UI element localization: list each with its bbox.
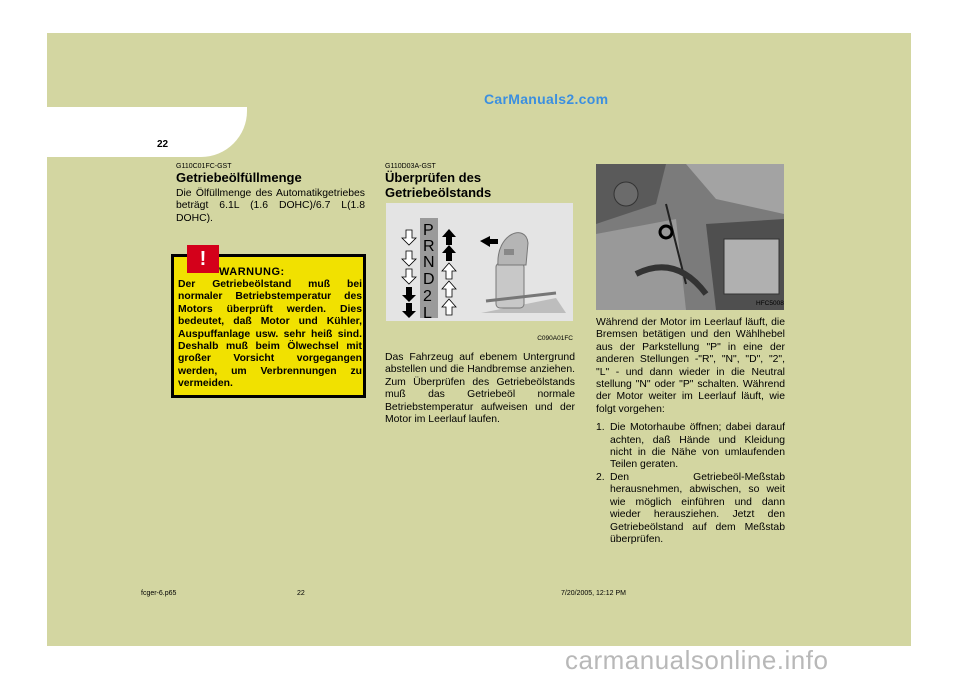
step-number: 1. bbox=[596, 422, 605, 434]
section-check-level bbox=[385, 163, 575, 200]
section-title: Getriebeölfüllmenge bbox=[176, 170, 302, 185]
section-code: G110D03A-GST bbox=[385, 163, 436, 170]
watermark-bottom[interactable]: carmanualsonline.info bbox=[565, 645, 829, 675]
engine-dipstick-photo-icon bbox=[596, 164, 784, 310]
figure-label: HFC5008 bbox=[756, 300, 784, 307]
figure-label: C090A01FC bbox=[537, 335, 573, 342]
gear-letter-p: P bbox=[423, 222, 434, 239]
chapter-tab bbox=[47, 107, 247, 157]
step-text: Den Getriebeöl-Meßstab herausnehmen, abwischen, so weit wie möglich einführen und dann wieder herausziehen. Jetzt den Getriebeölstand auf dem Meßstab überprüfen. bbox=[610, 471, 785, 545]
section-code: G110C01FC-GST bbox=[176, 163, 232, 170]
section-body: Die Ölfüllmenge des Automatikgetriebes beträgt 6.1L (1.6 DOHC)/6.7 L(1.8 DOHC). bbox=[176, 188, 365, 224]
page-number: 22 bbox=[157, 139, 169, 150]
watermark-top[interactable]: CarManuals2.com bbox=[484, 91, 609, 107]
section-check-level-body bbox=[385, 352, 575, 426]
section-fill-quantity bbox=[176, 163, 365, 225]
list-item bbox=[596, 422, 785, 472]
footer-page: 22 bbox=[297, 590, 305, 597]
section-procedure bbox=[596, 317, 785, 546]
gear-letter-2: 2 bbox=[423, 288, 432, 305]
warning-title: WARNUNG: bbox=[219, 266, 285, 278]
section-title-line1: Überprüfen des bbox=[385, 170, 482, 185]
warning-box bbox=[171, 247, 366, 398]
gear-letter-n: N bbox=[423, 254, 435, 271]
gear-selector-figure bbox=[386, 203, 573, 321]
step-text: Die Motorhaube öffnen; dabei darauf achten, daß Hände und Kleidung nicht in die Nähe von umlaufenden Teilen geraten. bbox=[610, 422, 785, 471]
chapter-number: 6 bbox=[152, 110, 165, 135]
section-title-line2: Getriebeölstands bbox=[385, 185, 492, 200]
footer-file: fcger-6.p65 bbox=[141, 590, 177, 597]
procedure-intro: Während der Motor im Leerlauf läuft, die Bremsen betätigen und den Wählhebel aus der Parkstellung "P" in eine der anderen Stellungen -"R", "N", "D", "2", "L" - und dann wieder in die Neutral stellung "N" oder "P" schalten. Während der Motor weiter im Leerlauf läuft, wie folgt vorgehen: bbox=[596, 317, 785, 415]
engine-bay-photo bbox=[596, 164, 784, 310]
gear-letter-r: R bbox=[423, 238, 435, 255]
footer-timestamp: 7/20/2005, 12:12 PM bbox=[561, 590, 626, 597]
chapter-title: SELBSTHILFE bbox=[166, 117, 228, 127]
gear-selector-illustration-icon bbox=[386, 203, 573, 321]
warning-text: Der Getriebeölstand muß bei normaler Betriebstemperatur des Motors überprüft werden. Dies bedeutet, daß Motor und Kühler, Auspuffanlage usw. sehr heiß sind. Deshalb muß beim Ölwechsel mit großer Vorsicht vorgegangen werden, um Verbrennungen zu vermeiden. bbox=[178, 279, 362, 390]
gear-letter-l: L bbox=[423, 305, 432, 321]
warning-icon: ! bbox=[187, 245, 219, 273]
list-item bbox=[596, 472, 785, 546]
procedure-steps bbox=[596, 422, 785, 546]
step-number: 2. bbox=[596, 471, 605, 483]
gear-letter-d: D bbox=[423, 271, 435, 288]
section-body: Das Fahrzeug auf ebenem Untergrund abstellen und die Handbremse anziehen. Zum Überprüfen des Getriebeölstands muß das Getriebeöl normale Betriebstemperatur aufweisen und der Motor im Leerlauf laufen. bbox=[385, 352, 575, 426]
